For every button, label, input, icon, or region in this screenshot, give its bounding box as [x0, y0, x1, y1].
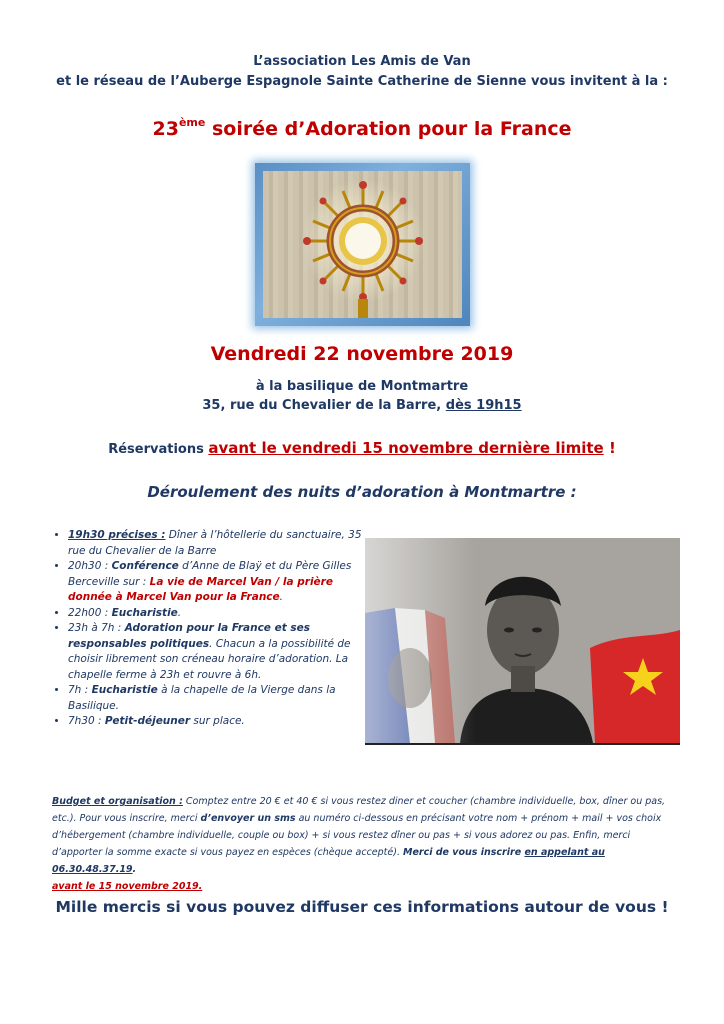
reservation-notice — [0, 439, 724, 457]
program-text: d’Anne de Blaÿ et du Père Gilles Berceville sur : — [68, 560, 352, 588]
program-time: 7h : — [68, 684, 92, 696]
monstrance-rays — [303, 181, 423, 301]
program-text: . — [177, 606, 182, 619]
title-number: 23 — [152, 118, 179, 140]
event-title — [0, 116, 724, 140]
program-item — [68, 621, 368, 683]
program-text: . Chacun a la possibilité de choisir librement son créneau horaire d’adoration. La chapelle ferme à 23h et rouvre à 6h. — [68, 637, 351, 681]
event-address-line — [0, 396, 724, 415]
program-item — [68, 559, 368, 606]
budget-merci: Merci de vous inscrire — [402, 847, 525, 858]
title-text: soirée d’Adoration pour la France — [205, 118, 572, 140]
budget-dot: . — [132, 864, 137, 875]
monstrance-image — [263, 171, 462, 318]
program-list — [48, 528, 368, 730]
program-bold: Adoration pour la France et ses responsables politiques — [68, 622, 311, 650]
marcel-van-photo — [365, 538, 680, 745]
title-suffix: ème — [178, 116, 206, 129]
program-bold: Eucharistie — [111, 606, 178, 619]
program-time: 20h30 : — [68, 560, 112, 572]
event-time: dès 19h15 — [445, 398, 522, 413]
program-item — [68, 528, 368, 559]
organizers-intro — [0, 52, 724, 92]
program-text: sur place. — [190, 715, 245, 727]
program-end: . — [279, 591, 283, 603]
program-bold: Conférence — [111, 560, 179, 572]
program-time: 19h30 précises : — [68, 529, 166, 541]
reservation-prefix: Réservations — [108, 442, 209, 457]
program-bold: Eucharistie — [91, 684, 158, 696]
monstrance-photo — [255, 163, 470, 326]
intro-line-1: L’association Les Amis de Van — [253, 54, 471, 69]
phone-number: en appelant au 06.30.48.37.19 — [52, 847, 605, 875]
budget-deadline: avant le 15 novembre 2019. — [52, 881, 203, 892]
budget-text-2: au numéro ci-dessous en précisant votre nom + prénom + mail + vos choix d’hébergement (chambre individuelle, couple ou box) + si vous restez dîner ou pas + si vous adorez ou pas. Enfin, merci d’apporter la somme exacte si vous payez en espèces (chèque accepté). — [52, 813, 662, 858]
budget-section — [52, 793, 682, 895]
budget-sms: d’envoyer un sms — [200, 813, 296, 824]
program-bold: Petit-déjeuner — [104, 715, 191, 727]
program-text: Dîner à l’hôtellerie du sanctuaire, 35 rue du Chevalier de la Barre — [68, 529, 362, 557]
reservation-deadline: avant le vendredi 15 novembre dernière limite — [208, 439, 604, 457]
conference-topic: La vie de Marcel Van / la prière donnée à Marcel Van pour la France — [68, 575, 333, 603]
program-text: à la chapelle de la Vierge dans la Basilique. — [68, 684, 336, 712]
program-time: 23h à 7h : — [68, 622, 125, 634]
event-date: Vendredi 22 novembre 2019 — [210, 343, 514, 365]
intro-line-2: et le réseau de l’Auberge Espagnole Sainte Catherine de Sienne vous invitent à la : — [56, 74, 668, 89]
event-place: à la basilique de Montmartre — [255, 379, 469, 394]
program-item — [68, 606, 368, 622]
program-item — [68, 714, 368, 730]
budget-label: Budget et organisation : — [52, 796, 183, 807]
event-address: 35, rue du Chevalier de la Barre, — [202, 398, 446, 413]
program-time: 7h30 : — [68, 715, 105, 727]
program-title: Déroulement des nuits d’adoration à Montmartre : — [147, 483, 577, 501]
program-item — [68, 683, 368, 714]
event-venue — [0, 377, 724, 415]
reservation-bang: ! — [603, 439, 616, 457]
budget-text-1: Comptez entre 20 € et 40 € si vous restez diner et coucher (chambre individuelle, box, dîner ou pas, etc.). Pour vous inscrire, merci — [52, 796, 666, 824]
program-time: 22h00 : — [68, 606, 112, 619]
marcel-van-image — [365, 538, 680, 743]
closing-thanks: Mille mercis si vous pouvez diffuser ces informations autour de vous ! — [55, 898, 669, 916]
